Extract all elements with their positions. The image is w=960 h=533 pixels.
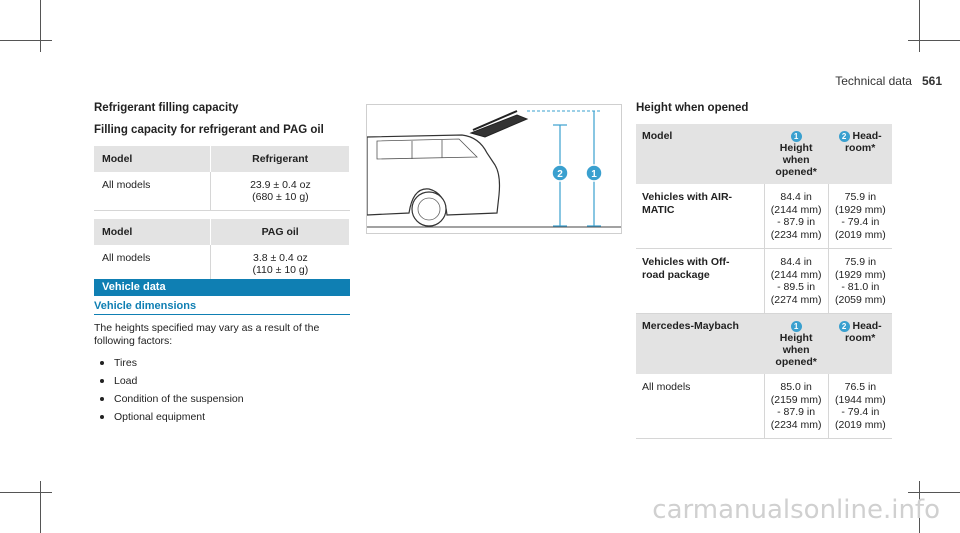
marker-2-icon: 2 [839, 131, 850, 142]
list-item: Tires [94, 354, 350, 372]
column-header: Model [94, 219, 211, 245]
label-line: Vehicles with Off- [642, 256, 730, 268]
table-row [94, 172, 350, 211]
marker-1-icon: 1 [791, 131, 802, 142]
column-header-headroom [828, 314, 892, 375]
refrigerant-table [94, 146, 350, 284]
list-item: Optional equipment [94, 408, 350, 426]
value-line: 23.9 ± 0.4 oz [250, 179, 311, 191]
paragraph-line: following factors: [94, 335, 173, 347]
crop-mark [0, 40, 52, 41]
list-item: Load [94, 372, 350, 390]
header-line: when [782, 154, 810, 166]
crop-mark [40, 0, 41, 52]
value-line: (680 ± 10 g) [252, 191, 309, 203]
header-line: Head- [852, 130, 882, 142]
table-cell: 75.9 in (1929 mm) - 79.4 in (2019 mm) [828, 184, 892, 249]
factor-list [94, 354, 350, 426]
watermark: carmanualsonline.info [652, 495, 940, 525]
header-line: opened* [775, 166, 817, 178]
vehicle-height-illustration [366, 104, 622, 234]
subsection-heading: Vehicle dimensions [94, 300, 350, 315]
car-rear-drawing [367, 105, 621, 233]
table-row [94, 245, 350, 284]
table-row [636, 249, 892, 314]
table-cell: All models [94, 245, 211, 284]
crop-mark [908, 492, 960, 493]
crop-mark [908, 40, 960, 41]
table-row [636, 184, 892, 249]
table-row [636, 374, 892, 439]
section-title: Technical data [835, 74, 912, 88]
label-line: road package [642, 268, 710, 281]
page-number: 561 [921, 74, 942, 88]
marker-1-icon: 1 [791, 321, 802, 332]
dimension-notes [94, 322, 350, 426]
column-header: PAG oil [211, 219, 350, 245]
column-header: Mercedes-Maybach [636, 314, 764, 375]
list-item: Condition of the suspension [94, 390, 350, 408]
table-cell: 85.0 in (2159 mm) - 87.9 in (2234 mm) [764, 374, 828, 439]
value-line: (110 ± 10 g) [252, 264, 309, 276]
table-cell [211, 172, 350, 211]
header-line: room* [844, 142, 876, 154]
row-label: All models [636, 374, 764, 439]
table-cell: 75.9 in (1929 mm) - 81.0 in (2059 mm) [828, 249, 892, 314]
row-label [636, 184, 764, 249]
table-cell: 84.4 in (2144 mm) - 89.5 in (2274 mm) [764, 249, 828, 314]
table-cell: 76.5 in (1944 mm) - 79.4 in (2019 mm) [828, 374, 892, 439]
height-table [636, 124, 892, 439]
header-line: Head- [852, 320, 882, 332]
wheel-icon [412, 192, 446, 226]
marker-2-label: 2 [557, 169, 563, 180]
label-line: Vehicles with AIR- [642, 191, 733, 203]
header-line: opened* [775, 356, 817, 368]
column-header-height [764, 314, 828, 375]
table-cell [211, 245, 350, 284]
column-header: Model [94, 146, 211, 172]
header-line: when [782, 344, 810, 356]
crop-mark [919, 0, 920, 52]
refrigerant-section [94, 98, 350, 284]
page-header [835, 74, 942, 88]
section-band: Vehicle data [94, 279, 350, 296]
table-cell: 84.4 in (2144 mm) - 87.9 in (2234 mm) [764, 184, 828, 249]
column-header-headroom [828, 124, 892, 184]
marker-2-icon: 2 [839, 321, 850, 332]
height-title: Height when opened [636, 102, 749, 114]
label-line: MATIC [642, 203, 675, 216]
row-label [636, 249, 764, 314]
header-line: Height [779, 332, 813, 344]
table-cell: All models [94, 172, 211, 211]
header-line: room* [844, 332, 876, 344]
column-header: Model [636, 124, 764, 184]
column-header-height [764, 124, 828, 184]
column-header: Refrigerant [211, 146, 350, 172]
marker-1-label: 1 [591, 169, 597, 180]
crop-mark [0, 492, 52, 493]
height-section [636, 98, 892, 439]
refrigerant-subtitle: Filling capacity for refrigerant and PAG oil [94, 124, 324, 136]
crop-mark [40, 481, 41, 533]
refrigerant-title: Refrigerant filling capacity [94, 102, 239, 114]
header-line: Height [779, 142, 813, 154]
value-line: 3.8 ± 0.4 oz [252, 252, 308, 264]
paragraph-line: The heights specified may vary as a result of the [94, 322, 320, 334]
